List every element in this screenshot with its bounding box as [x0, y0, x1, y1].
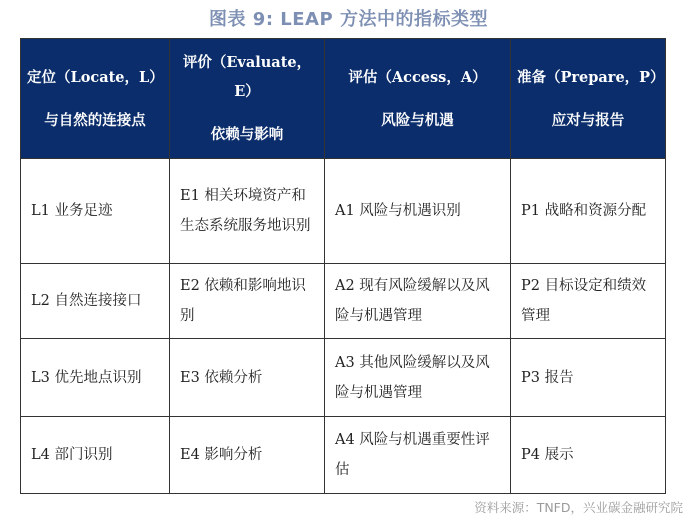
table-cell-prepare: P1 战略和资源分配 [511, 159, 666, 264]
source-note: 资料来源：TNFD，兴业碳金融研究院 [474, 500, 683, 515]
table-cell-prepare: P3 报告 [511, 339, 666, 417]
table-row [21, 339, 666, 417]
table-cell-locate: L1 业务足迹 [21, 159, 170, 264]
table-cell-evaluate: E1 相关环境资产和生态系统服务地识别 [170, 159, 325, 264]
header-prepare-sub: 应对与报告 [551, 111, 625, 129]
table-cell-prepare: P2 目标设定和绩效管理 [511, 264, 666, 339]
leap-indicator-table [20, 38, 666, 494]
table-cell-locate: L2 自然连接接口 [21, 264, 170, 339]
table-cell-prepare: P4 展示 [511, 417, 666, 494]
header-locate [21, 39, 170, 159]
table-cell-access: A1 风险与机遇识别 [325, 159, 511, 264]
table-cell-evaluate: E2 依赖和影响地识别 [170, 264, 325, 339]
header-prepare [511, 39, 666, 159]
header-evaluate-sub: 依赖与影响 [210, 126, 284, 143]
header-locate-sub: 与自然的连接点 [44, 111, 146, 129]
header-prepare-name: 准备（Prepare，P） [517, 68, 665, 86]
header-locate-name: 定位（Locate，L） [27, 68, 164, 86]
header-access [325, 39, 511, 159]
header-evaluate-name: 评价（Evaluate，E） [182, 54, 312, 100]
table-row [21, 417, 666, 494]
table-cell-access: A3 其他风险缓解以及风险与机遇管理 [325, 339, 511, 417]
table-cell-locate: L3 优先地点识别 [21, 339, 170, 417]
table-cell-evaluate: E3 依赖分析 [170, 339, 325, 417]
header-access-name: 评估（Access，A） [348, 68, 487, 86]
table-cell-evaluate: E4 影响分析 [170, 417, 325, 494]
header-access-sub: 风险与机遇 [381, 111, 454, 129]
header-evaluate [170, 39, 325, 159]
table-row [21, 264, 666, 339]
table-row [21, 159, 666, 264]
header-row [21, 39, 666, 159]
table-cell-access: A2 现有风险缓解以及风险与机遇管理 [325, 264, 511, 339]
figure-title: 图表 9: LEAP 方法中的指标类型 [209, 9, 488, 30]
table-cell-locate: L4 部门识别 [21, 417, 170, 494]
table-cell-access: A4 风险与机遇重要性评估 [325, 417, 511, 494]
